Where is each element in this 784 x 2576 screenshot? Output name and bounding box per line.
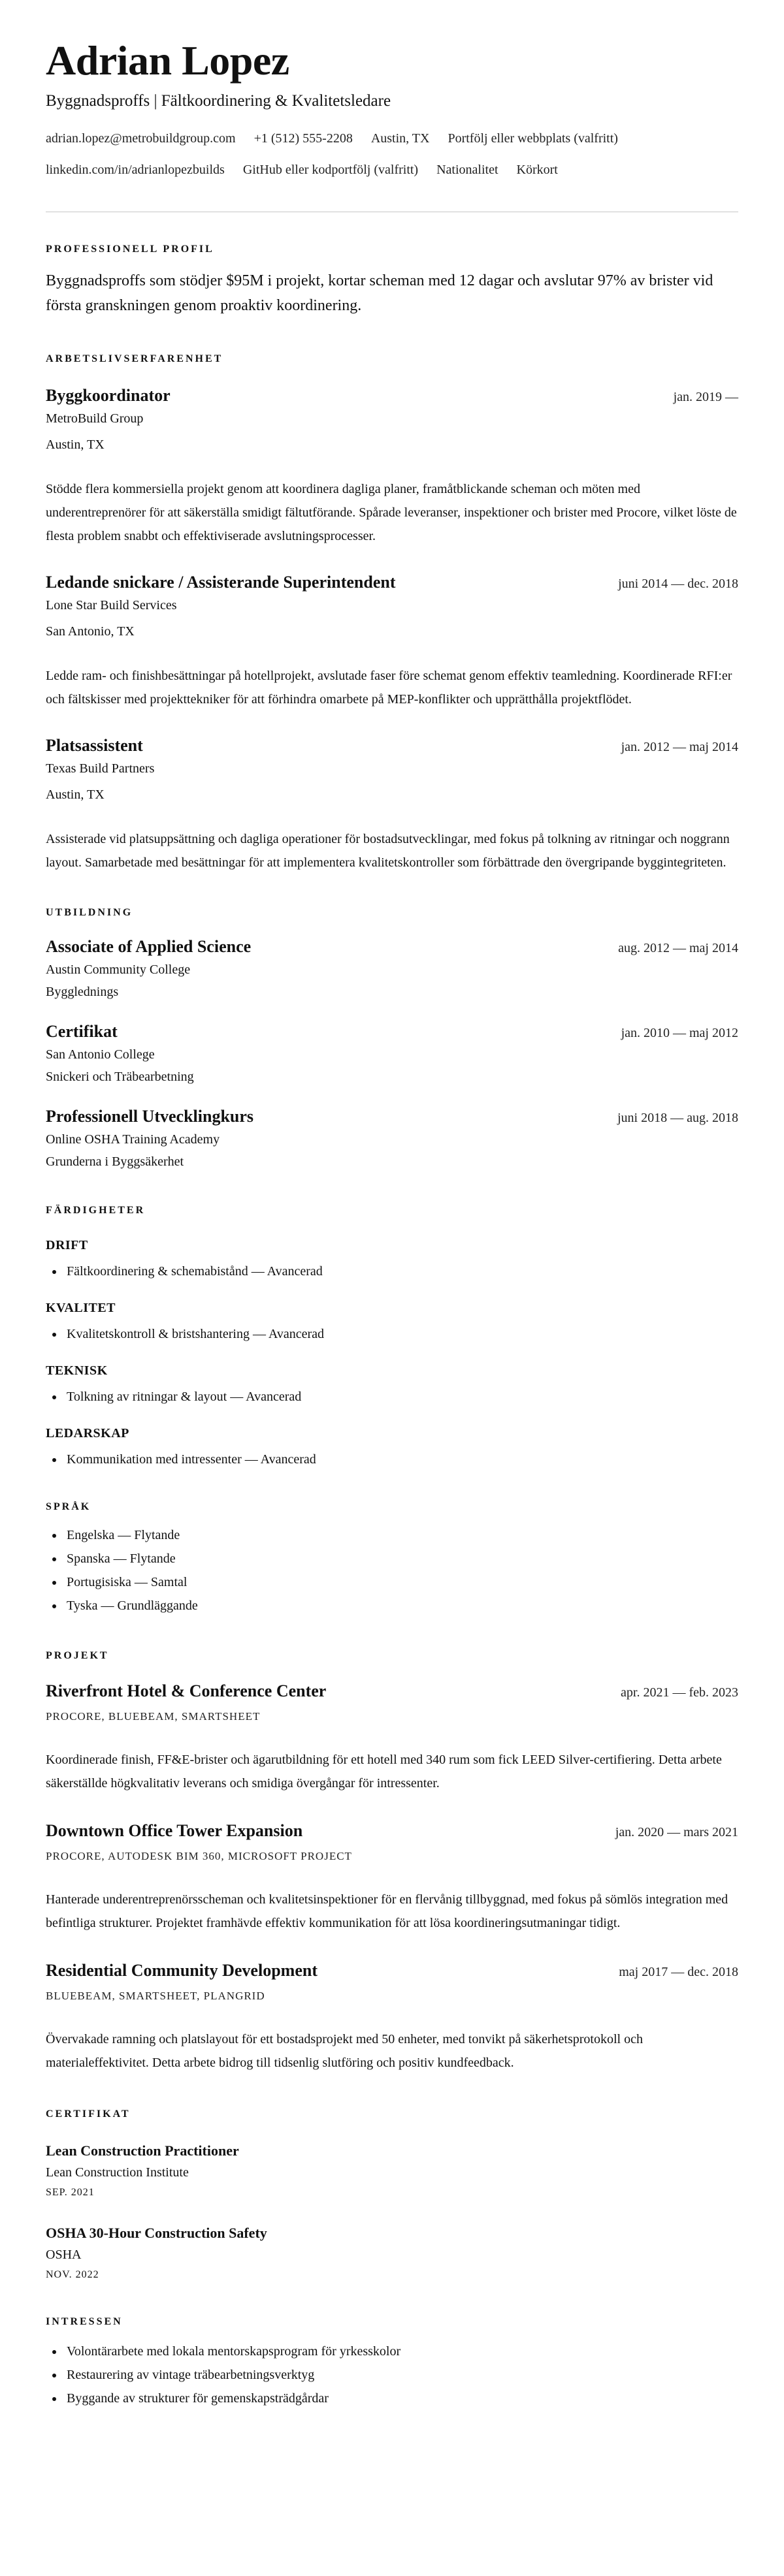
project-dates: jan. 2020 — mars 2021 [615, 1825, 738, 1839]
skill-category: TEKNISK [46, 1363, 108, 1378]
degree-title: Certifikat [46, 1022, 118, 1041]
contact-nationality: Nationalitet [436, 163, 498, 177]
certification-entry [46, 2141, 738, 2200]
interest-list [46, 2340, 738, 2410]
certification-name: Lean Construction Practitioner [46, 2142, 239, 2159]
job-dates: juni 2014 — dec. 2018 [618, 577, 738, 591]
project-tech: PROCORE, BLUEBEAM, SMARTSHEET [46, 1710, 261, 1723]
job-dates: jan. 2012 — maj 2014 [621, 740, 738, 754]
interest-item: • Byggande av strukturer för gemenskapsträdgårdar [64, 2387, 738, 2410]
contact-row-secondary [46, 161, 738, 179]
contact-drivers-license: Körkort [516, 163, 558, 177]
language-item: • Portugisiska — Samtal [64, 1570, 738, 1594]
job-description: Stödde flera kommersiella projekt genom att koordinera dagliga planer, framåtblickande scheman och möten med underentreprenörer för att säkerställa smidigt fältutförande. Spårade leveranser, inspektioner och brister med Procore, vilket löste de flesta problem snabbt och effektiviserade avslutningsprocesser. [46, 482, 737, 543]
experience-entry [46, 735, 738, 874]
section-title-certifications: CERTIFIKAT [46, 2108, 131, 2120]
headline: Byggnadsproffs | Fältkoordinering & Kvalitetsledare [46, 92, 391, 110]
language-list [46, 1523, 738, 1617]
contact-row-primary [46, 129, 738, 148]
profile-summary: Byggnadsproffs som stödjer $95M i projekt, kortar scheman med 12 dagar och avslutar 97% av brister vid första granskningen genom proaktiv koordinering. [46, 272, 713, 314]
project-dates: maj 2017 — dec. 2018 [619, 1965, 738, 1979]
section-title-interests: INTRESSEN [46, 2316, 123, 2327]
project-tech: PROCORE, AUTODESK BIM 360, MICROSOFT PROJECT [46, 1850, 352, 1862]
skill-category: DRIFT [46, 1238, 88, 1252]
project-description: Koordinerade finish, FF&E-brister och ägarutbildning för ett hotell med 340 rum som fick LEED Silver-certifiering. Detta arbete säkerställde högkvalitativ leverans och smidiga övergångar för intressenter. [46, 1753, 722, 1790]
projects-section [46, 1649, 738, 2075]
education-dates: juni 2018 — aug. 2018 [617, 1111, 738, 1125]
education-entry [46, 936, 738, 1001]
language-item: • Tyska — Grundläggande [64, 1594, 738, 1617]
skill-category: LEDARSKAP [46, 1426, 129, 1440]
job-location: Austin, TX [46, 437, 105, 452]
interests-section [46, 2315, 738, 2410]
job-company: Texas Build Partners [46, 761, 155, 776]
skill-item: • Kvalitetskontroll & bristshantering — Avancerad [64, 1322, 738, 1346]
certification-date: NOV. 2022 [46, 2269, 99, 2280]
project-name: Downtown Office Tower Expansion [46, 1821, 303, 1840]
contact-location: Austin, TX [370, 131, 430, 146]
school-name: Austin Community College [46, 962, 191, 977]
project-dates: apr. 2021 — feb. 2023 [621, 1685, 738, 1700]
certification-name: OSHA 30-Hour Construction Safety [46, 2225, 267, 2241]
contact-portfolio[interactable]: Portfölj eller webbplats (valfritt) [448, 131, 618, 146]
job-location: San Antonio, TX [46, 624, 135, 639]
language-item: • Spanska — Flytande [64, 1547, 738, 1570]
section-title-education: UTBILDNING [46, 907, 133, 918]
project-entry [46, 1680, 738, 1795]
education-entry [46, 1105, 738, 1171]
contact-email[interactable]: adrian.lopez@metrobuildgroup.com [46, 131, 236, 146]
skill-item: • Fältkoordinering & schemabistånd — Avancerad [64, 1260, 738, 1283]
skill-list [46, 1385, 738, 1408]
skill-list [46, 1448, 738, 1471]
interest-item: • Restaurering av vintage träbearbetningsverktyg [64, 2363, 738, 2387]
section-title-skills: FÄRDIGHETER [46, 1205, 146, 1216]
section-title-profile: PROFESSIONELL PROFIL [46, 244, 214, 255]
education-dates: aug. 2012 — maj 2014 [618, 941, 738, 955]
education-dates: jan. 2010 — maj 2012 [621, 1026, 738, 1040]
project-entry [46, 1820, 738, 1935]
project-description: Övervakade ramning och platslayout för ett bostadsprojekt med 50 enheter, med tonvikt på säkerhetsprotokoll och materialeffektivitet. Detta arbete bidrog till tidsenlig slutföring och positiv kundfeedback. [46, 2032, 643, 2070]
degree-title: Associate of Applied Science [46, 937, 252, 956]
job-location: Austin, TX [46, 787, 105, 802]
field-of-study: Snickeri och Träbearbetning [46, 1070, 194, 1084]
school-name: San Antonio College [46, 1047, 155, 1062]
job-title: Ledande snickare / Assisterande Superintendent [46, 573, 396, 592]
certification-entry [46, 2223, 738, 2282]
job-description: Ledde ram- och finishbesättningar på hotellprojekt, avslutade faser före schemat genom effektiv teamledning. Koordinerade RFI:er och fältskisser med projekttekniker för att förhindra omarbete på MEP-konflikter och upprätthålla projektflödet. [46, 669, 732, 707]
certification-date: SEP. 2021 [46, 2187, 95, 2198]
education-entry [46, 1021, 738, 1086]
profile-section [46, 242, 738, 318]
languages-section [46, 1500, 738, 1617]
language-item: • Engelska — Flytande [64, 1523, 738, 1547]
experience-entry [46, 571, 738, 711]
contact-github[interactable]: GitHub eller kodportfölj (valfritt) [242, 163, 419, 177]
resume-header [46, 37, 738, 212]
experience-entry [46, 385, 738, 548]
job-description: Assisterade vid platsuppsättning och dagliga operationer för bostadsutvecklingar, med fokus på tolkning av ritningar och noggrann layout. Samarbetade med besättningar för att implementera kvalitetskontroller som förbättrade den övergripande byggintegriteten. [46, 832, 730, 870]
certification-issuer: OSHA [46, 2248, 82, 2262]
section-title-languages: SPRÅK [46, 1501, 91, 1512]
field-of-study: Grunderna i Byggsäkerhet [46, 1154, 184, 1169]
project-description: Hanterade underentreprenörsscheman och kvalitetsinspektioner för en flervånig tillbyggnad, med fokus på sömlös integration med befintliga strukturer. Projektet framhävde effektiv kommunikation för att lösa koordineringsutmaningar tidigt. [46, 1892, 728, 1930]
section-title-projects: PROJEKT [46, 1650, 109, 1661]
job-company: Lone Star Build Services [46, 598, 177, 612]
project-entry [46, 1960, 738, 2075]
contact-phone[interactable]: +1 (512) 555-2208 [253, 131, 353, 146]
interest-item: • Volontärarbete med lokala mentorskapsprogram för yrkesskolor [64, 2340, 738, 2363]
job-dates: jan. 2019 — [673, 390, 738, 404]
degree-title: Professionell Utvecklingkurs [46, 1107, 254, 1126]
job-company: MetroBuild Group [46, 411, 144, 426]
certification-issuer: Lean Construction Institute [46, 2165, 189, 2180]
skill-list [46, 1322, 738, 1346]
skill-list [46, 1260, 738, 1283]
skill-item: • Kommunikation med intressenter — Avancerad [64, 1448, 738, 1471]
job-title: Platsassistent [46, 736, 143, 755]
project-name: Residential Community Development [46, 1961, 318, 1980]
school-name: Online OSHA Training Academy [46, 1132, 220, 1147]
job-title: Byggkoordinator [46, 386, 171, 405]
experience-section [46, 352, 738, 874]
field-of-study: Bygglednings [46, 985, 119, 999]
skills-section [46, 1203, 738, 1471]
skill-item: • Tolkning av ritningar & layout — Avancerad [64, 1385, 738, 1408]
education-section [46, 906, 738, 1171]
section-title-experience: ARBETSLIVSERFARENHET [46, 353, 223, 364]
candidate-name: Adrian Lopez [46, 37, 289, 84]
project-name: Riverfront Hotel & Conference Center [46, 1681, 327, 1700]
project-tech: BLUEBEAM, SMARTSHEET, PLANGRID [46, 1990, 265, 2002]
certifications-section [46, 2107, 738, 2282]
skill-category: KVALITET [46, 1301, 116, 1315]
contact-linkedin[interactable]: linkedin.com/in/adrianlopezbuilds [46, 163, 225, 177]
